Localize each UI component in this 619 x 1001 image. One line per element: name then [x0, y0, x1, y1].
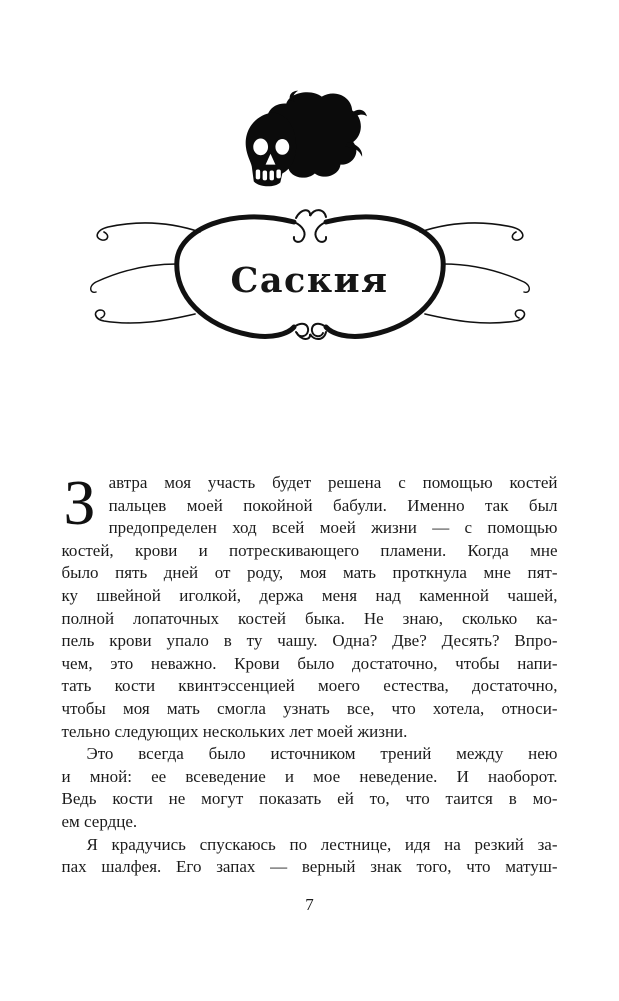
text-line: Я крадучись спускаюсь по лестнице, идя на резкий за- [86, 834, 558, 854]
page-number: 7 [305, 894, 314, 914]
text-line: чем, это неважно. Крови было достаточно, чтобы напи- [61, 653, 558, 673]
text-line: и мной: ее всеведение и мое неведение. И наоборот. [61, 766, 558, 786]
paragraph-2 [62, 743, 558, 833]
skull-illustration [0, 0, 619, 190]
text-line: Ведь кости не могут показать ей то, что таится в мо- [61, 789, 558, 809]
text-line: было пять дней от роду, моя мать проткнула мне пят- [61, 563, 558, 583]
text-line: пах шалфея. Его запах — верный знак того, что матуш- [61, 857, 558, 877]
text-line: чтобы моя мать смогла узнать все, что хотела, относи- [61, 698, 558, 718]
text-line: предопределен ход всей моей жизни — с помощью [108, 518, 558, 538]
chapter-heading [80, 202, 540, 342]
paragraph-3 [62, 834, 558, 879]
text-line: ем сердце. [61, 811, 138, 831]
text-line: тельно следующих нескольких лет моей жизни. [61, 721, 408, 741]
dropcap: З [63, 467, 96, 538]
text-line: автра моя участь будет решена с помощью костей [108, 473, 558, 492]
paragraph-1 [61, 467, 558, 743]
chapter-title: Саския [230, 260, 389, 301]
text-line: пель крови упало в ту чашу. Одна? Две? Десять? Впро- [61, 631, 558, 651]
text-line: Это всегда было источником трений между нею [86, 744, 558, 764]
skull-icon [239, 90, 367, 190]
text-line: ку швейной иголкой, держа меня над каменной чашей, [61, 585, 558, 605]
text-line: костей, крови и потрескивающего пламени. Когда мне [61, 540, 558, 560]
body-text [61, 467, 558, 879]
text-line: тать кости квинтэссенцией моего естества, достаточно, [61, 676, 558, 696]
text-line: полной лопаточных костей быка. Не знаю, сколько ка- [61, 608, 558, 628]
text-line: пальцев моей покойной бабули. Именно так был [108, 495, 558, 515]
